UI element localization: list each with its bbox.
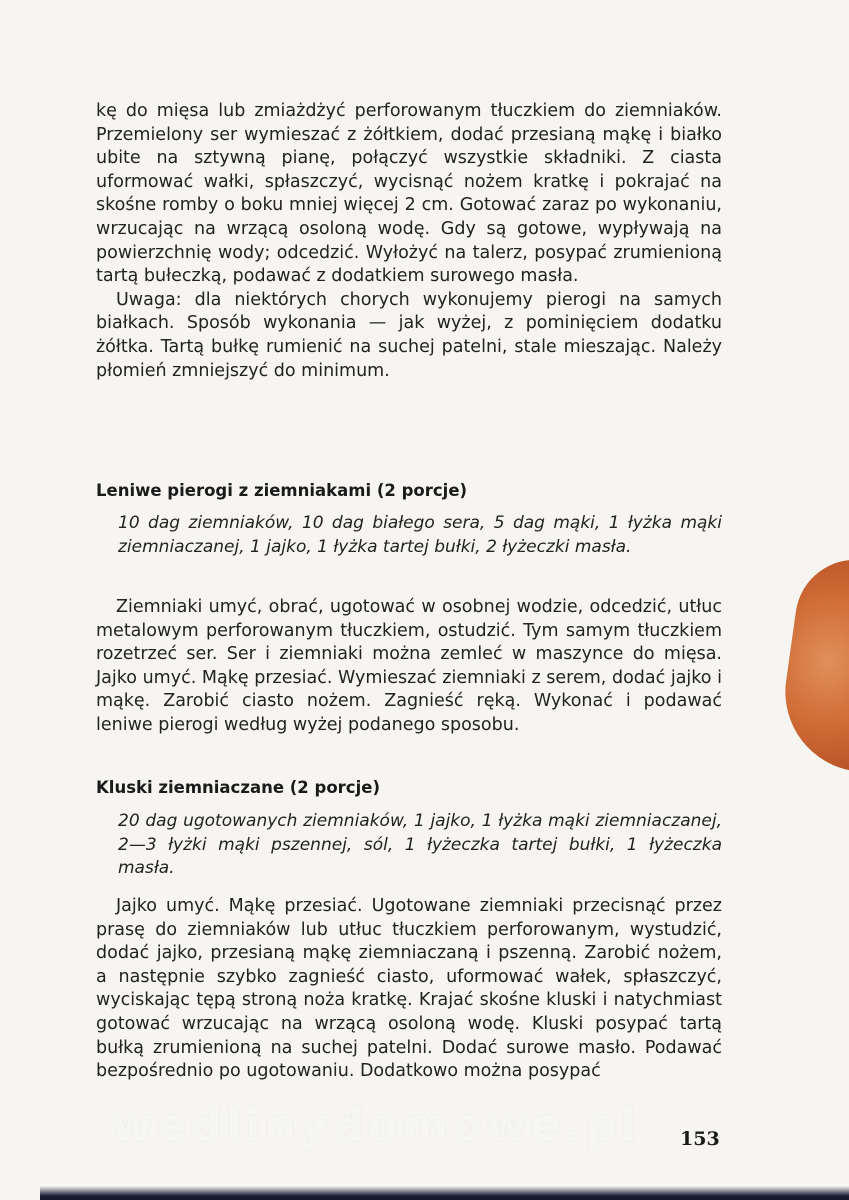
recipe1-method: Ziemniaki umyć, obrać, ugotować w osobnej wodzie, odcedzić, utłuc metalowym perforowanym tłuczkiem, ostudzić. Tym samym tłuczkiem rozetrzeć ser. Ser i ziemniaki można zemleć w maszynce do mięsa. Jajko umyć. Mąkę przesiać. Wymieszać ziemniaki z serem, dodać jajko i mąkę. Zarobić ciasto nożem. Zagnieść ręką. Wykonać i podawać leniwe pierogi według wyżej podanego sposobu.	[96, 597, 722, 735]
recipe2-ingredients: 20 dag ugotowanych ziemniaków, 1 jajko, 1 łyżka mąki ziemniaczanej, 2—3 łyżki mąki pszennej, sól, 1 łyżeczka tartej bułki, 1 łyżeczka masła.	[118, 811, 722, 879]
recipe1-ingredients: 10 dag ziemniaków, 10 dag białego sera, 5 dag mąki, 1 łyżka mąki ziemniaczanej, 1 jajko, 1 łyżka tartej bułki, 2 łyżeczki masła.	[118, 513, 722, 557]
finger-thumb	[775, 552, 849, 778]
continuation-section	[96, 100, 722, 383]
page-bottom-shadow	[40, 1186, 849, 1200]
recipe2-title: Kluski ziemniaczane (2 porcje)	[96, 778, 380, 797]
watermark-text: wedlinydomowe.pl	[112, 1100, 640, 1151]
page-number: 153	[680, 1128, 720, 1150]
recipe1-method-section	[96, 596, 722, 738]
continuation-paragraph: kę do mięsa lub zmiażdżyć perforowanym tłuczkiem do ziemniaków. Przemielony ser wymieszać z żółtkiem, dodać przesianą mąkę i białko ubite na sztywną pianę, połączyć wszystkie składniki. Z ciasta uformować wałki, spłaszczyć, wycisnąć nożem kratkę i pokrajać na skośne romby o boku mniej więcej 2 cm. Gotować zaraz po wykonaniu, wrzucając na wrzącą osoloną wodę. Gdy są gotowe, wypływają na powierzchnię wody; odcedzić. Wyłożyć na talerz, posypać zrumienioną tartą bułeczką, podawać z dodatkiem surowego masła.	[96, 101, 722, 287]
note-paragraph: Uwaga: dla niektórych chorych wykonujemy pierogi na samych białkach. Sposób wykonania — jak wyżej, z pominięciem dodatku żółtka. Tartą bułkę rumienić na suchej patelni, stale mieszając. Należy płomień zmniejszyć do minimum.	[96, 289, 722, 381]
recipe1-title: Leniwe pierogi z ziemniakami (2 porcje)	[96, 481, 468, 500]
recipe2-method-section	[96, 895, 722, 1084]
recipe2-method: Jajko umyć. Mąkę przesiać. Ugotowane ziemniaki przecisnąć przez prasę do ziemniaków lub utłuc tłuczkiem perforowanym, wystudzić, dodać jajko, przesianą mąkę ziemniaczaną i pszenną. Zarobić nożem, a następnie szybko zagnieść ciasto, uformować wałek, spłaszczyć, wyciskając tępą stroną noża kratkę. Krajać skośne kluski i natychmiast gotować wrzucając na wrzącą osoloną wodę. Kluski posypać tartą bułką zrumienioną na suchej patelni. Dodać surowe masło. Podawać bezpośrednio po ugotowaniu. Dodatkowo można posypać	[96, 896, 722, 1082]
